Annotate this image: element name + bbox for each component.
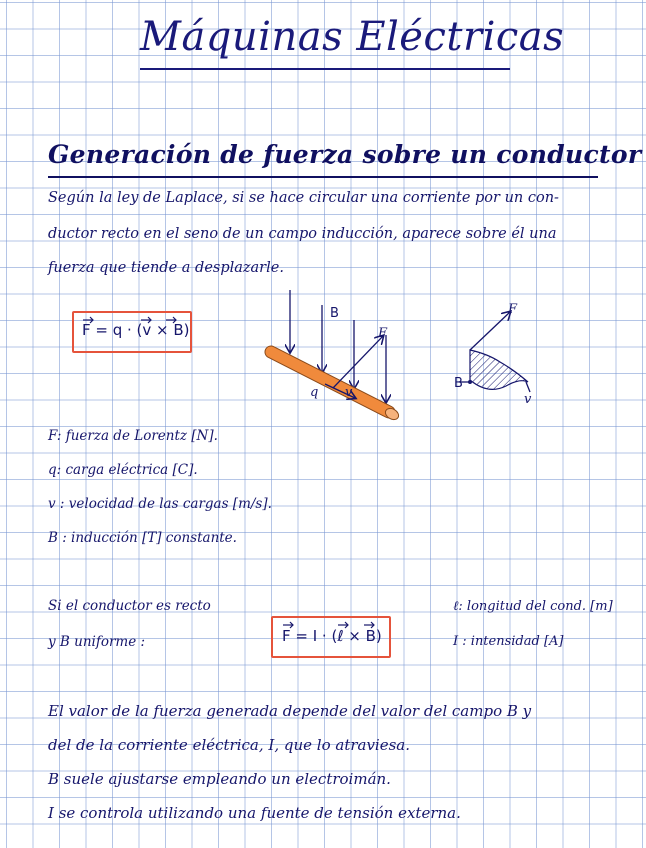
page-title: Máquinas Eléctricas: [140, 14, 565, 60]
condition-line-1: Si el conductor es recto: [48, 598, 211, 614]
definition-B: B : inducción [T] constante.: [48, 530, 237, 546]
definition-q: q: carga eléctrica [C].: [48, 462, 198, 478]
conclusion-line-1: El valor de la fuerza generada depende del valor del campo B y: [48, 702, 532, 720]
heading-underline: [48, 176, 598, 178]
formula1-vector-arrows: [82, 312, 202, 332]
definition-v: v : velocidad de las cargas [m/s].: [48, 496, 272, 512]
conclusion-line-3: B suele ajustarse empleando un electroimán.: [48, 770, 391, 788]
intro-line-1: Según la ley de Laplace, si se hace circular una corriente por un con-: [48, 190, 559, 206]
diagram-label-F: F: [378, 326, 388, 341]
section-heading: Generación de fuerza sobre un conductor: [48, 140, 642, 169]
lorentz-formula: F = q · (v × B): [82, 321, 190, 339]
conclusion-line-4: I se controla utilizando una fuente de tensión externa.: [48, 804, 461, 822]
side-def-intensity: I : intensidad [A]: [453, 634, 564, 649]
intro-line-2: ductor recto en el seno de un campo inducción, aparece sobre él una: [48, 226, 557, 242]
title-underline: [140, 68, 510, 70]
side-def-length: ℓ: longitud del cond. [m]: [453, 599, 613, 614]
laplace-formula: F = I · (ℓ × B): [282, 627, 382, 645]
diagram-label-q: q: [310, 385, 319, 400]
conductor-force-diagram: [255, 290, 425, 450]
intro-line-3: fuerza que tiende a desplazarle.: [48, 260, 284, 276]
definition-F: F: fuerza de Lorentz [N].: [48, 428, 218, 444]
rule-label-F: F: [508, 302, 518, 317]
rule-label-v: v: [524, 392, 532, 407]
formula2-vector-arrows: [282, 617, 402, 637]
conclusion-line-2: del de la corriente eléctrica, I, que lo atraviesa.: [48, 736, 411, 754]
condition-line-2: y B uniforme :: [48, 634, 146, 650]
diagram-label-B: B: [330, 306, 339, 321]
diagram-label-v: v: [345, 385, 353, 400]
rule-label-B: B: [454, 376, 463, 391]
